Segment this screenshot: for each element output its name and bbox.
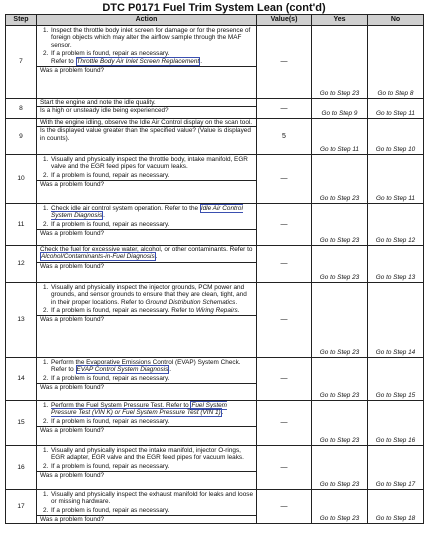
item-text: .	[103, 212, 105, 220]
table-row	[6, 26, 424, 99]
yes-link[interactable]: Go to Step 23	[312, 401, 368, 446]
action-item	[37, 155, 256, 171]
action-item	[37, 506, 256, 514]
item-text: If a problem is found, repair as necessary.	[51, 417, 170, 425]
value-cell: —	[257, 401, 312, 446]
question-text: Was a problem found?	[37, 471, 256, 479]
no-link[interactable]: Go to Step 11	[368, 155, 424, 204]
no-link[interactable]: Go to Step 14	[368, 283, 424, 358]
table-row	[6, 99, 424, 119]
step-number: 8	[6, 99, 37, 119]
action-cell	[37, 26, 257, 99]
table-row	[6, 204, 424, 246]
header-values: Value(s)	[257, 15, 312, 26]
header-yes: Yes	[312, 15, 368, 26]
action-item	[37, 401, 256, 417]
step-number: 12	[6, 246, 37, 283]
item-number: 1.	[43, 205, 49, 212]
item-number: 1.	[43, 447, 49, 454]
item-text: Visually and physically inspect the exhaust manifold for leaks and loose or missing hardware.	[51, 491, 254, 506]
action-cell	[37, 446, 257, 490]
action-item	[37, 57, 256, 65]
table-row	[6, 283, 424, 358]
value-cell: —	[257, 204, 312, 246]
action-item	[37, 220, 256, 228]
no-link[interactable]: Go to Step 17	[368, 446, 424, 490]
action-item	[37, 49, 256, 57]
action-cell	[37, 358, 257, 401]
yes-link[interactable]: Go to Step 23	[312, 26, 368, 99]
no-link[interactable]: Go to Step 13	[368, 246, 424, 283]
action-item	[37, 374, 256, 382]
step-number: 7	[6, 26, 37, 99]
step-number: 13	[6, 283, 37, 358]
item-text: If a problem is found, repair as necessary.	[51, 506, 170, 514]
item-text: .	[200, 58, 202, 66]
item-text: Refer to	[51, 58, 76, 66]
action-text: Start the engine and note the idle quality.	[40, 99, 156, 106]
no-link[interactable]: Go to Step 10	[368, 119, 424, 155]
action-cell	[37, 246, 257, 283]
item-text: Visually and physically inspect the injector grounds, PCM power and grounds, and sensor grounds to ensure that they are clean, tight, and in their proper locations. Refer to	[51, 284, 247, 306]
action-item	[37, 358, 256, 374]
step-number: 10	[6, 155, 37, 204]
item-number: 1.	[43, 27, 49, 34]
question-text: Was a problem found?	[37, 66, 256, 74]
action-cell	[37, 99, 257, 119]
step-number: 16	[6, 446, 37, 490]
item-text: If a problem is found, repair as necessary.	[51, 220, 170, 228]
action-text: With the engine idling, observe the Idle Air Control display on the scan tool.	[40, 119, 253, 126]
item-text: Perform the Fuel System Pressure Test. Refer to	[51, 402, 191, 409]
action-cell	[37, 490, 257, 524]
action-item	[37, 306, 256, 314]
table-row	[6, 246, 424, 283]
table-row	[6, 155, 424, 204]
table-body	[6, 26, 424, 524]
action-item	[37, 171, 256, 179]
step-number: 15	[6, 401, 37, 446]
question-text: Was a problem found?	[37, 180, 256, 188]
action-text	[37, 246, 256, 261]
action-cell	[37, 283, 257, 358]
yes-link[interactable]: Go to Step 23	[312, 358, 368, 401]
item-number: 2.	[43, 417, 49, 425]
diagnostic-table	[5, 14, 424, 524]
no-link[interactable]: Go to Step 16	[368, 401, 424, 446]
step-number: 14	[6, 358, 37, 401]
action-cell	[37, 155, 257, 204]
value-cell: —	[257, 99, 312, 119]
header-row	[6, 15, 424, 26]
item-text: Check the fuel for excessive water, alcohol, or other contaminants. Refer to	[40, 246, 253, 253]
item-number: 1.	[43, 359, 49, 366]
yes-link[interactable]: Go to Step 23	[312, 246, 368, 283]
item-number: 2.	[43, 171, 49, 179]
item-number: 2.	[43, 506, 49, 514]
question-text: Was a problem found?	[37, 262, 256, 270]
action-item	[37, 446, 256, 462]
item-text: Perform the Evaporative Emissions Control (EVAP) System Check. Refer to	[51, 359, 241, 374]
table-row	[6, 401, 424, 446]
reference-link[interactable]: Idle Air Control System Diagnosis	[51, 205, 243, 220]
yes-link[interactable]: Go to Step 23	[312, 490, 368, 524]
item-number: 1.	[43, 284, 49, 291]
item-text: .	[221, 409, 224, 417]
reference-text: Ground Distribution Schematics	[145, 298, 236, 306]
table-row	[6, 358, 424, 401]
yes-link[interactable]: Go to Step 23	[312, 283, 368, 358]
header-step: Step	[6, 15, 37, 26]
no-link[interactable]: Go to Step 8	[368, 26, 424, 99]
item-number: 2.	[43, 220, 49, 228]
value-cell: —	[257, 246, 312, 283]
action-item	[37, 490, 256, 506]
question-text: Was a problem found?	[37, 426, 256, 434]
header-no: No	[368, 15, 424, 26]
header-action: Action	[37, 15, 257, 26]
item-number: 1.	[43, 402, 49, 409]
item-number: 2.	[43, 374, 49, 382]
yes-link[interactable]: Go to Step 23	[312, 155, 368, 204]
action-cell	[37, 204, 257, 246]
item-text: Visually and physically inspect the throttle body, intake manifold, EGR valve and the EGR feed pipes for vacuum leaks.	[51, 156, 248, 171]
yes-link[interactable]: Go to Step 11	[312, 119, 368, 155]
no-link[interactable]: Go to Step 18	[368, 490, 424, 524]
reference-link[interactable]: Throttle Body Air Inlet Screen Replacement	[76, 58, 200, 66]
reference-text: Wiring Repairs	[195, 306, 238, 314]
item-text: .	[155, 253, 158, 261]
action-text: Is a high or unsteady idle being experienced?	[37, 106, 256, 114]
value-cell: —	[257, 446, 312, 490]
value-cell: —	[257, 490, 312, 524]
yes-link[interactable]: Go to Step 23	[312, 204, 368, 246]
action-cell	[37, 401, 257, 446]
value-cell: —	[257, 283, 312, 358]
value-cell: —	[257, 358, 312, 401]
table-row	[6, 490, 424, 524]
action-item	[37, 26, 256, 49]
item-number: 1.	[43, 156, 49, 163]
item-number: 2.	[43, 49, 49, 57]
action-text: Is the displayed value greater than the specified value? (Value is displayed in counts).	[37, 126, 256, 142]
action-item	[37, 204, 256, 220]
question-text: Was a problem found?	[37, 515, 256, 523]
item-text: Check idle air control system operation. Refer to the	[51, 205, 200, 212]
reference-link[interactable]: EVAP Control System Diagnosis	[76, 366, 169, 374]
item-text: .	[235, 298, 238, 306]
action-item	[37, 417, 256, 425]
no-link[interactable]: Go to Step 15	[368, 358, 424, 401]
action-cell	[37, 119, 257, 155]
action-item	[37, 283, 256, 306]
value-cell: —	[257, 155, 312, 204]
step-number: 11	[6, 204, 37, 246]
question-text: Was a problem found?	[37, 315, 256, 323]
action-item	[37, 462, 256, 470]
item-text: .	[237, 306, 240, 314]
item-number: 2.	[43, 306, 49, 314]
question-text: Was a problem found?	[37, 383, 256, 391]
item-text: Visually and physically inspect the intake manifold, injector O-rings, EGR adapter, EGR valve and the EGR feed pipes for vacuum leaks.	[51, 447, 244, 462]
yes-link[interactable]: Go to Step 23	[312, 446, 368, 490]
item-text: If a problem is found, repair as necessary.	[51, 462, 170, 470]
item-text: Inspect the throttle body inlet screen for damage or for the presence of foreign objects which may alter the airflow sample through the MAF sensor.	[51, 27, 251, 49]
reference-link[interactable]: Fuel System Pressure Test (VIN K) or Fuel System Pressure Test (VIN 1)	[51, 402, 227, 417]
item-text: If a problem is found, repair as necessary.	[51, 171, 170, 179]
value-cell: —	[257, 26, 312, 99]
step-number: 17	[6, 490, 37, 524]
step-number: 9	[6, 119, 37, 155]
table-row	[6, 119, 424, 155]
no-link[interactable]: Go to Step 11	[368, 99, 424, 119]
table-row	[6, 446, 424, 490]
item-number: 2.	[43, 462, 49, 470]
item-text: If a problem is found, repair as necessary.	[51, 49, 170, 57]
item-text: If a problem is found, repair as necessary. Refer to	[51, 306, 196, 314]
yes-link[interactable]: Go to Step 9	[312, 99, 368, 119]
reference-link[interactable]: Alcohol/Contaminants-in-Fuel Diagnosis	[41, 253, 155, 261]
page-title: DTC P0171 Fuel Trim System Lean (cont'd)	[102, 2, 326, 14]
item-text: If a problem is found, repair as necessary.	[51, 374, 170, 382]
value-cell: 5	[257, 119, 312, 155]
question-text: Was a problem found?	[37, 229, 256, 237]
item-number: 1.	[43, 491, 49, 498]
item-text: .	[169, 366, 172, 374]
no-link[interactable]: Go to Step 12	[368, 204, 424, 246]
